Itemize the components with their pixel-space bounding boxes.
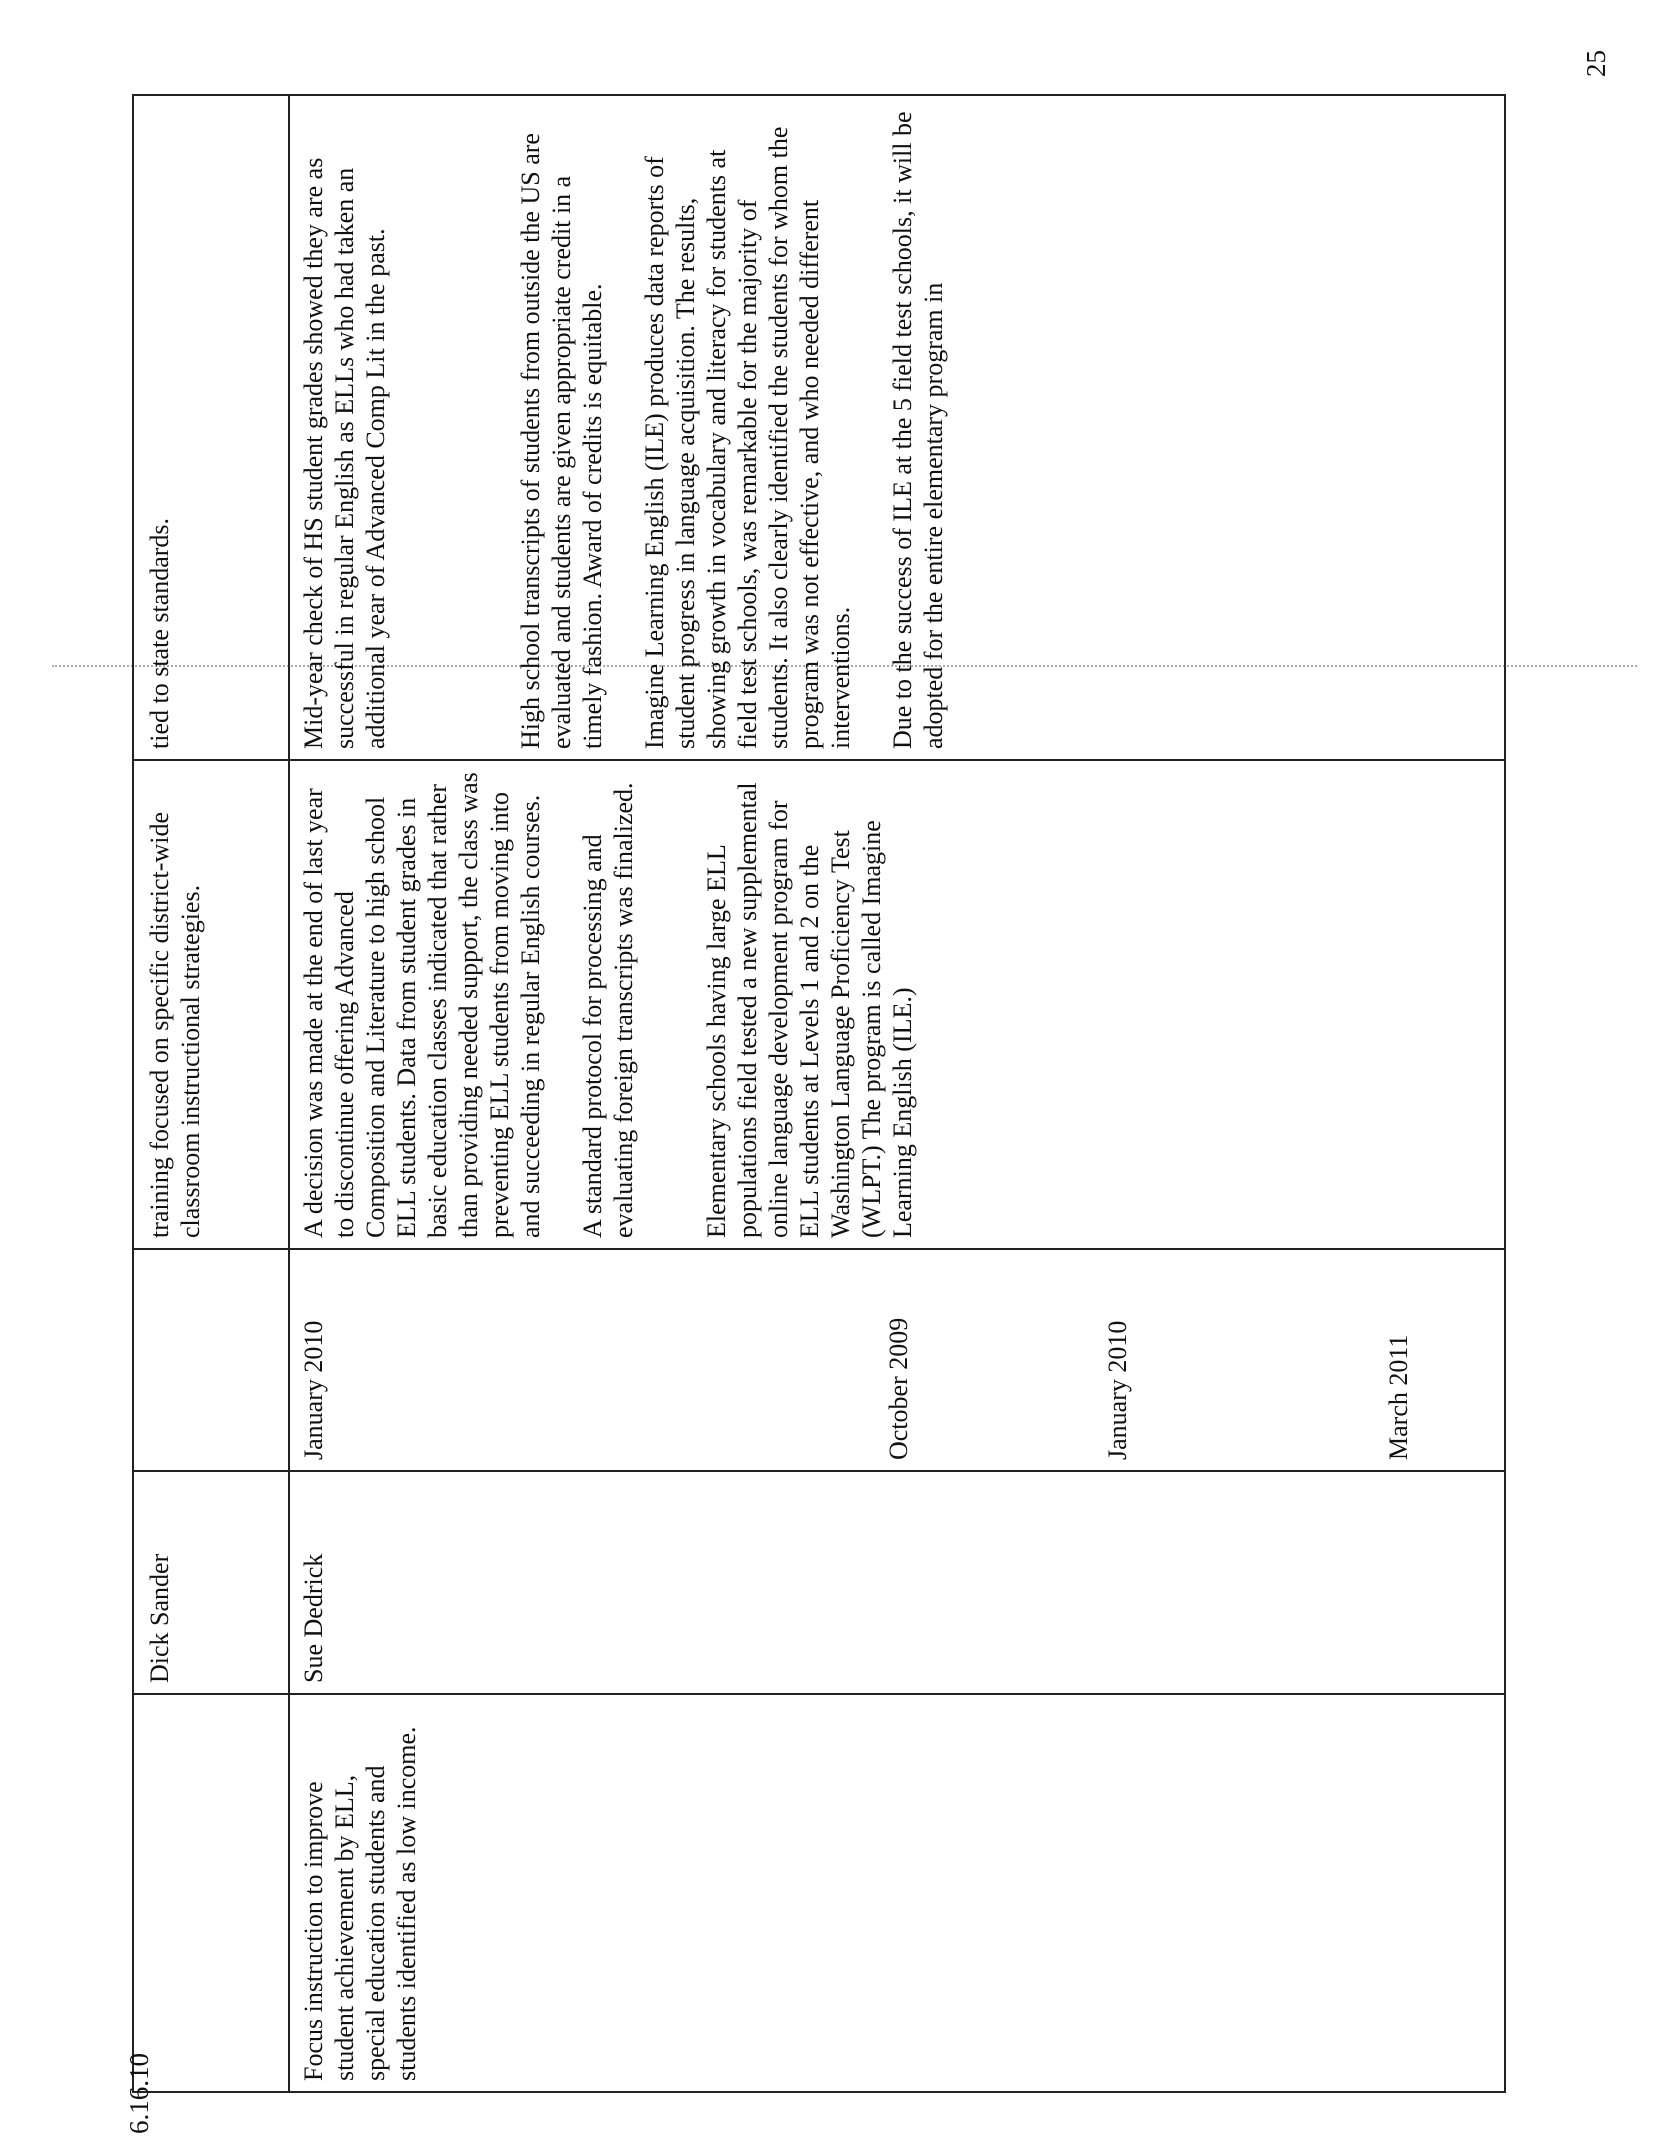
outcome-cell (289, 95, 1505, 760)
page-number: 25 (1581, 50, 1611, 77)
action-plan-table (132, 94, 1506, 2093)
person-cell: Dick Sander (133, 1471, 289, 1694)
outcome-paragraph: Imagine Learning English (ILE) produces data reports of student progress in language acquisition. The results, showing growth in vocabulary and literacy for students at field test schools, was remarkable for the majority of students. It also clearly identified the students for whom the program was not effective, and who needed different interventions. (640, 126, 855, 749)
date-entry: October 2009 (884, 1317, 913, 1460)
person-cell: Sue Dedrick (289, 1471, 1505, 1694)
outcome-paragraph: Mid-year check of HS student grades showed they are as successful in regular English as ELLs who had taken an additional year of Advanced Comp Lit in the past. (299, 157, 390, 749)
action-paragraph: Elementary schools having large ELL populations field tested a new supplemental online language development program for ELL students at Levels 1 and 2 on the Washington Language Proficiency Test (WLPT.) The program is called Imagine Learning English (ILE.) (702, 782, 917, 1238)
action-cell: training focused on specific district-wide classroom instructional strategies. (133, 760, 289, 1249)
action-paragraph: A decision was made at the end of last year to discontinue offering Advanced Composition and Literature to high school ELL students. Data from student grades in basic education classes indicated that rather than providing needed support, the class was preventing ELL students from moving into and succeeding in regular English courses. (299, 772, 545, 1238)
date-cell (289, 1249, 1505, 1471)
goal-cell: Focus instruction to improve student achievement by ELL, special education students and students identified as low income. (289, 1694, 1505, 2092)
date-cell (133, 1249, 289, 1471)
footer-date: 6.16.10 (124, 2053, 154, 2134)
outcome-paragraph: Due to the success of ILE at the 5 field test schools, it will be adopted for the entire elementary program in (888, 111, 948, 749)
outcome-paragraph: High school transcripts of students from outside the US are evaluated and students are given appropriate credit in a timely fashion. Award of credits is equitable. (516, 133, 607, 749)
date-entry: March 2011 (1384, 1334, 1413, 1460)
document-table-region (132, 96, 1506, 2093)
date-list (298, 1260, 1498, 1460)
action-paragraph: A standard protocol for processing and evaluating foreign transcripts was finalized. (578, 782, 638, 1238)
table-row (133, 95, 289, 2092)
rotated-page-content (132, 96, 1506, 2093)
table-row (289, 95, 1505, 2092)
date-entry: January 2010 (299, 1320, 328, 1460)
goal-cell (133, 1694, 289, 2092)
outcome-cell: tied to state standards. (133, 95, 289, 760)
action-cell (289, 760, 1505, 1249)
date-entry: January 2010 (1103, 1320, 1132, 1460)
